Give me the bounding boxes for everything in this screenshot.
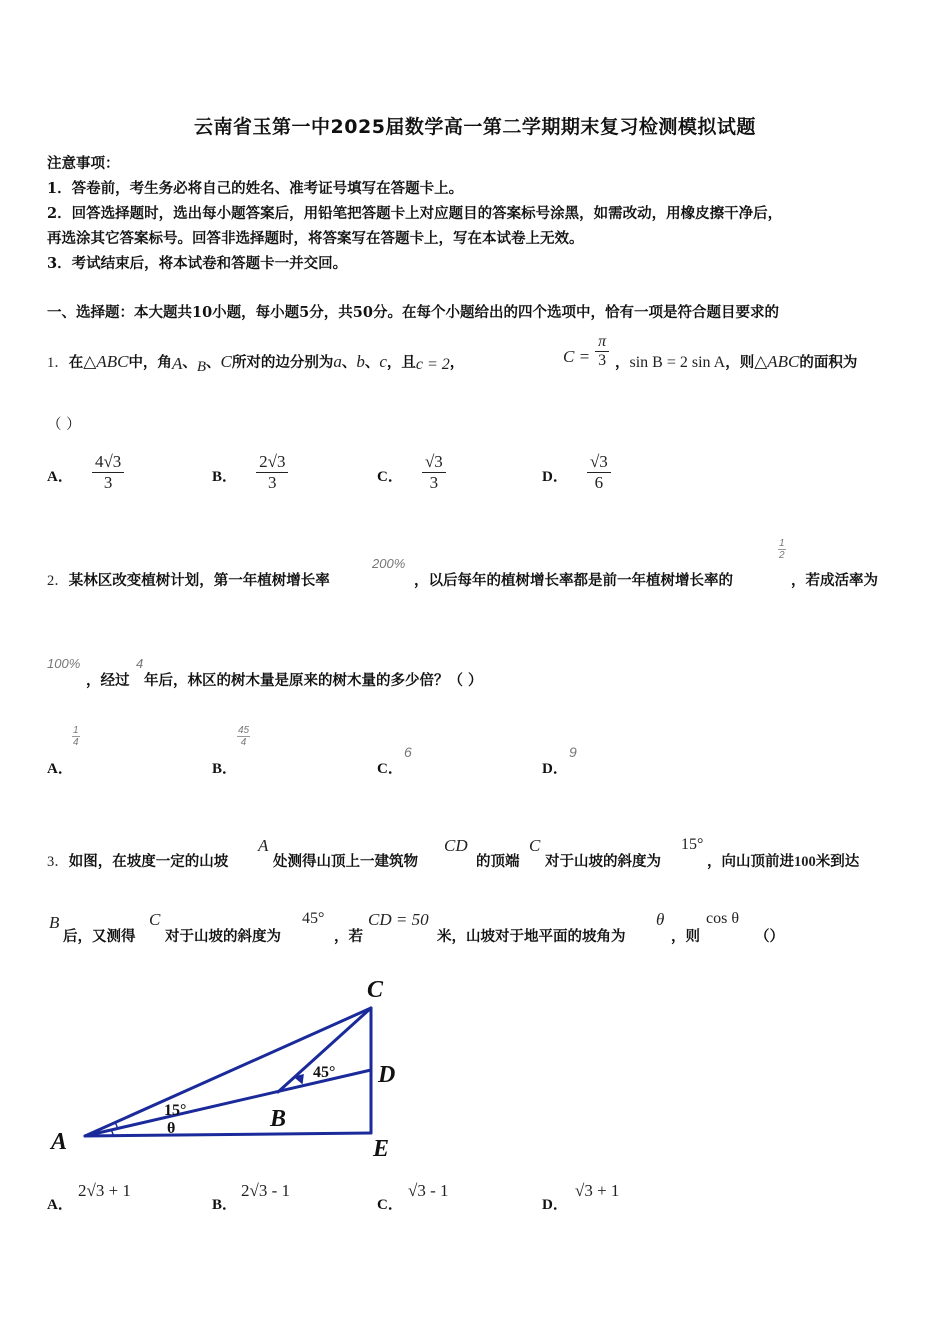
q3-text: 对于山坡的斜度为 (545, 853, 661, 870)
label-D: D (378, 1062, 396, 1088)
rate-200: 200% (372, 556, 406, 571)
years-4: 4 (136, 656, 144, 671)
q3-option-b[interactable] (212, 1193, 237, 1214)
q1-text: 在 (68, 354, 84, 371)
pi: π (595, 333, 609, 352)
q2-option-a-value (72, 725, 80, 749)
frac-num: 4√3 (92, 452, 124, 473)
frac-den: 3 (268, 473, 277, 492)
option-label: D． (542, 469, 568, 485)
q3-text: 后，又测得 (63, 928, 136, 945)
option-label: C． (377, 1197, 403, 1213)
option-label: A． (47, 1197, 73, 1213)
option-label: D． (542, 761, 568, 777)
q1-text: ，且 (386, 354, 416, 371)
q3-text: 米，山坡对于地平面的坡角为 (437, 928, 626, 945)
q3-text: ，若 (334, 928, 363, 945)
q3-text: 的顶端 (476, 853, 520, 870)
option-label: B． (212, 761, 238, 777)
notice-heading: 注意事项： (47, 155, 120, 172)
var-A: A (258, 836, 269, 855)
q3-option-a-value: 2√3 + 1 (78, 1181, 131, 1200)
label-45deg: 45° (313, 1064, 336, 1081)
q3-text: ，向山顶前进 (707, 853, 794, 870)
var-c: c (379, 352, 387, 371)
q3-option-c[interactable] (377, 1193, 403, 1214)
q2-option-b-value (237, 725, 250, 749)
q2-option-c[interactable] (377, 757, 403, 778)
q3-option-c-value: √3 - 1 (408, 1181, 449, 1200)
q2-option-b[interactable] (212, 757, 237, 778)
answer-paren: （） (755, 928, 784, 945)
arc-45 (295, 1075, 303, 1083)
frac-num: √3 (587, 452, 611, 473)
C-equation (563, 333, 609, 370)
option-value (256, 452, 288, 493)
q1-option-b[interactable] (212, 452, 288, 493)
triangle-abc: △ABC (83, 352, 129, 371)
q1-option-d[interactable] (542, 452, 611, 493)
q3-text: 米到达 (815, 853, 860, 870)
frac-num: √3 (422, 452, 446, 473)
cos-theta: cos θ (706, 910, 739, 927)
question-3-stem (47, 850, 228, 871)
q1-text: ，则 (725, 354, 755, 371)
q2-text: ，以后每年的植树增长率都是前一年植树增长率的 (414, 572, 733, 589)
angle-15: 15° (681, 836, 704, 853)
slope-diagram (45, 970, 415, 1170)
frac-den: 4 (73, 737, 79, 748)
var-C: C (149, 910, 161, 929)
frac-num: 1 (73, 725, 79, 736)
c-equation: c = 2 (415, 356, 450, 373)
page-title: 云南省玉第一中2025届数学高一第二学期期末复习检测模拟试题 (194, 116, 756, 138)
var-theta: θ (656, 910, 665, 929)
var-B: B (49, 913, 60, 932)
q2-option-d[interactable] (542, 757, 568, 778)
q1-text: 、 (341, 354, 357, 371)
q2-text: 年后，林区的树木量是原来的树木量的多少倍？（ ） (144, 672, 483, 689)
cd-equation: CD = 50 (368, 910, 429, 929)
q3-stem-cont (707, 850, 859, 871)
q1-text: 、 (364, 354, 380, 371)
question-number: 3． (47, 854, 69, 870)
notice-item: 1．答卷前，考生务必将自己的姓名、准考证号填写在答题卡上。 (47, 180, 464, 197)
frac-den: 6 (594, 473, 604, 492)
question-1-stem (47, 351, 465, 375)
frac-den: 3 (103, 473, 113, 492)
q2-text: 某林区改变植树计划，第一年植树增长率 (68, 572, 330, 589)
q3-option-a[interactable] (47, 1193, 73, 1214)
q3-option-d[interactable] (542, 1193, 568, 1214)
q2-text: ，若成活率为 (791, 572, 878, 589)
notice-item: 3．考试结束后，将本试卷和答题卡一并交回。 (47, 255, 348, 272)
distance: 100 (794, 854, 816, 870)
pi-over-3 (595, 333, 609, 370)
answer-paren: （ ） (47, 417, 81, 433)
three: 3 (598, 352, 607, 369)
option-label: C． (377, 469, 403, 485)
q1-option-a[interactable] (47, 452, 124, 493)
var-C: C (529, 836, 541, 855)
var-C: C (220, 352, 232, 371)
label-15deg: 15° (164, 1102, 187, 1119)
C-eq-left: C = (563, 347, 591, 366)
option-label: A． (47, 761, 73, 777)
q2-option-d-value: 9 (569, 744, 577, 760)
frac-den: 4 (240, 737, 247, 748)
var-A: A (171, 354, 183, 373)
q3-text: 处测得山顶上一建筑物 (273, 853, 418, 870)
section-heading: 一、选择题：本大题共10小题，每小题5分，共50分。在每个小题给出的四个选项中，恰有一项是符合题目要求的 (47, 304, 779, 321)
q1-text: 、 (182, 354, 197, 371)
notice-item: 2．回答选择题时，选出每小题答案后，用铅笔把答题卡上对应题目的答案标号涂黑，如需改动，用橡皮擦干净后， (47, 205, 783, 222)
var-CD: CD (444, 836, 468, 855)
question-number: 2． (47, 573, 69, 589)
label-theta: θ (167, 1120, 176, 1137)
q3-option-b-value: 2√3 - 1 (241, 1181, 290, 1200)
q1-text: ， (449, 354, 465, 371)
line-AE (85, 1133, 371, 1136)
option-label: C． (377, 761, 403, 777)
label-C: C (367, 977, 384, 1003)
notice-item: 再选涂其它答案标号。回答非选择题时，将答案写在答题卡上，写在本试卷上无效。 (47, 230, 584, 247)
q2-option-a[interactable] (47, 757, 73, 778)
option-value (587, 452, 611, 493)
var-a: a (333, 352, 342, 371)
label-E: E (373, 1136, 390, 1162)
option-label: B． (212, 1197, 238, 1213)
question-number: 1． (47, 355, 69, 371)
option-label: D． (542, 1197, 568, 1213)
label-B: B (270, 1106, 287, 1132)
q1-text: 的面积为 (799, 354, 858, 371)
frac-num: 45 (238, 725, 250, 736)
label-A: A (51, 1129, 68, 1155)
question-2-stem (47, 569, 330, 590)
option-label: A． (47, 469, 73, 485)
q2-text: ，经过 (86, 672, 130, 689)
frac-den: 3 (429, 473, 439, 492)
half-fraction (778, 538, 786, 562)
q3-text: ，则 (671, 928, 700, 945)
sine-equation: sin B = 2 sin A (629, 354, 726, 371)
option-value (422, 452, 446, 493)
var-B: B (196, 359, 206, 375)
var-b: b (356, 352, 365, 371)
question-1-stem-2 (615, 351, 857, 372)
q2-option-c-value: 6 (404, 744, 412, 760)
triangle-abc: △ABC (754, 352, 800, 371)
q1-text: 所对的边分别为 (231, 354, 334, 371)
q1-option-c[interactable] (377, 452, 446, 493)
frac-den: 2 (779, 550, 785, 561)
q1-text: 中，角 (128, 354, 172, 371)
angle-45: 45° (302, 910, 325, 927)
q3-text: 如图，在坡度一定的山坡 (68, 853, 229, 870)
q3-option-d-value: √3 + 1 (575, 1181, 620, 1200)
survival-rate: 100% (47, 656, 81, 671)
q1-text: ， (615, 354, 630, 371)
option-value (92, 452, 124, 493)
q3-text: 对于山坡的斜度为 (165, 928, 281, 945)
q1-text: 、 (206, 354, 221, 371)
frac-num: 2√3 (256, 452, 288, 473)
frac-num: 1 (779, 538, 785, 549)
option-label: B． (212, 469, 238, 485)
